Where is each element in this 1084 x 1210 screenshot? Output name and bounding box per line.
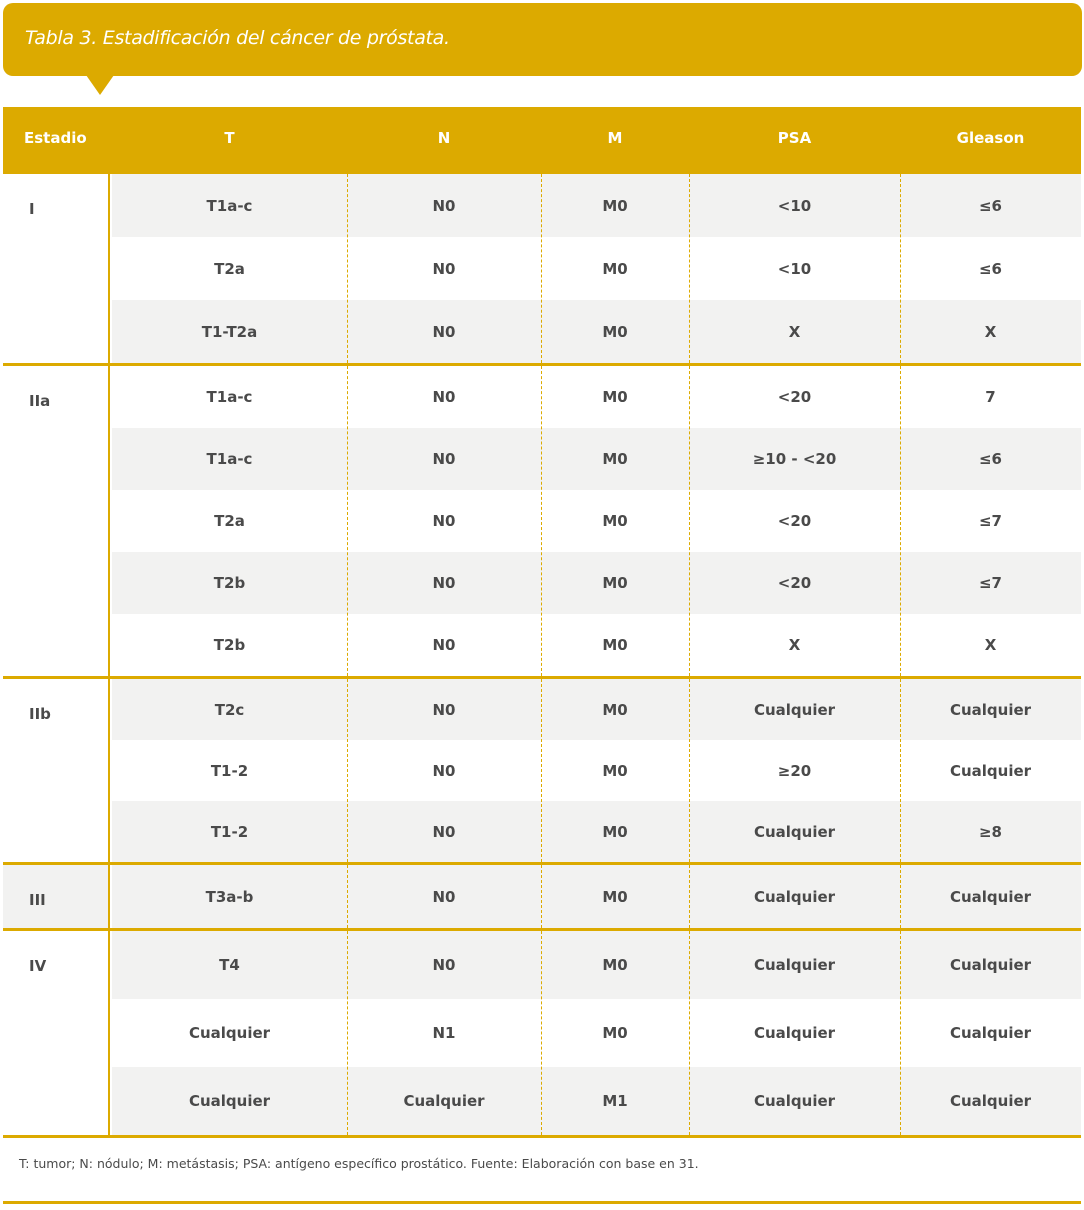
- table-cell-psa: Cualquier: [753, 700, 836, 719]
- stage-group: [3, 366, 1081, 679]
- table-cell-m: M0: [602, 322, 628, 341]
- table-cell-n: Cualquier: [403, 1092, 485, 1110]
- table-cell-gleason: ≤7: [978, 574, 1002, 592]
- table-cell-n: N0: [432, 822, 456, 841]
- table-row: [112, 366, 1081, 428]
- table-cell-t: T1a-c: [206, 450, 253, 468]
- column-divider: [900, 865, 901, 928]
- table-cell-gleason: Cualquier: [949, 887, 1032, 906]
- stage-label: IIa: [3, 366, 110, 676]
- table-cell-n: N0: [432, 761, 456, 780]
- column-divider: [689, 865, 690, 928]
- table-cell-psa: Cualquier: [753, 1092, 836, 1110]
- stage-label: IIb: [3, 679, 110, 862]
- table-cell-m: M0: [602, 700, 628, 719]
- table-row: [112, 931, 1081, 999]
- column-divider: [900, 679, 901, 862]
- column-divider: [900, 366, 901, 676]
- table-cell-psa: Cualquier: [753, 887, 836, 906]
- table-cell-psa: Cualquier: [753, 956, 836, 974]
- table-cell-n: N0: [432, 700, 456, 719]
- column-divider: [541, 174, 542, 363]
- column-header-estadio: Estadio: [24, 129, 87, 147]
- column-divider: [347, 865, 348, 928]
- table-title-bar: [3, 3, 1082, 76]
- table-cell-t: T1a-c: [206, 196, 253, 215]
- stage-group: [3, 865, 1081, 931]
- table-cell-t: T2b: [213, 636, 246, 654]
- table-cell-n: N0: [432, 887, 456, 906]
- table-row: [112, 237, 1081, 300]
- table-cell-m: M0: [602, 196, 628, 215]
- table-cell-gleason: ≤6: [978, 450, 1002, 468]
- table-cell-m: M0: [602, 512, 628, 530]
- column-divider: [541, 366, 542, 676]
- title-pointer: [86, 75, 114, 95]
- table-cell-psa: X: [788, 322, 801, 341]
- table-cell-psa: ≥10 - <20: [752, 450, 837, 468]
- table-cell-n: N0: [432, 450, 456, 468]
- stage-group: [3, 931, 1081, 1138]
- table-cell-t: T1-2: [210, 822, 249, 841]
- column-header-m: M: [607, 129, 623, 147]
- table-cell-m: M0: [602, 887, 628, 906]
- table-cell-gleason: X: [984, 322, 997, 341]
- table-cell-t: T2b: [213, 574, 246, 592]
- column-divider: [900, 174, 901, 363]
- table-cell-psa: ≥20: [777, 761, 812, 780]
- table-cell-m: M0: [602, 761, 628, 780]
- table-cell-n: N0: [432, 322, 456, 341]
- column-header-n: N: [437, 129, 451, 147]
- table-cell-t: T1a-c: [206, 388, 253, 406]
- stage-group: [3, 174, 1081, 366]
- table-cell-gleason: 7: [985, 388, 996, 406]
- table-cell-m: M0: [602, 1024, 628, 1042]
- stage-label: III: [3, 865, 110, 928]
- column-divider: [689, 174, 690, 363]
- table-cell-m: M0: [602, 636, 628, 654]
- table-row: [112, 865, 1081, 928]
- table-cell-psa: <20: [777, 388, 812, 406]
- table-cell-n: N0: [432, 259, 456, 278]
- table-row: [112, 428, 1081, 490]
- column-divider: [347, 679, 348, 862]
- table-cell-t: T1-T2a: [201, 322, 258, 341]
- table-cell-m: M0: [602, 388, 628, 406]
- table-cell-m: M0: [602, 574, 628, 592]
- column-divider: [900, 931, 901, 1135]
- table-row: [112, 614, 1081, 676]
- table-cell-n: N0: [432, 196, 456, 215]
- table-cell-n: N0: [432, 388, 456, 406]
- table-cell-n: N0: [432, 636, 456, 654]
- table-cell-m: M0: [602, 822, 628, 841]
- table-row: [112, 801, 1081, 862]
- table-cell-psa: <20: [777, 574, 812, 592]
- table-cell-t: T4: [219, 956, 240, 974]
- table-footnote: T: tumor; N: nódulo; M: metástasis; PSA: antígeno específico prostático. Fuente: Elaboración con base en 31.: [3, 1134, 1081, 1204]
- table-cell-t: T2a: [214, 512, 245, 530]
- column-header-gleason: Gleason: [956, 129, 1025, 147]
- table-row: [112, 679, 1081, 740]
- table-cell-gleason: Cualquier: [949, 1024, 1032, 1042]
- table-cell-n: N1: [432, 1024, 456, 1042]
- table-cell-gleason: Cualquier: [949, 700, 1032, 719]
- table-header: [3, 107, 1081, 174]
- column-divider: [347, 174, 348, 363]
- table-cell-t: Cualquier: [188, 1024, 271, 1042]
- table-cell-gleason: ≤7: [978, 512, 1002, 530]
- table-cell-t: T1-2: [210, 761, 249, 780]
- table-row: [112, 999, 1081, 1067]
- column-divider: [689, 366, 690, 676]
- stage-label: I: [3, 174, 110, 363]
- table-cell-gleason: ≤6: [978, 259, 1002, 278]
- table-cell-psa: <10: [777, 196, 812, 215]
- table-cell-t: Cualquier: [188, 1092, 271, 1110]
- column-divider: [541, 679, 542, 862]
- table-cell-t: T2a: [214, 259, 245, 278]
- table-cell-gleason: Cualquier: [949, 1092, 1032, 1110]
- table-cell-psa: <10: [777, 259, 812, 278]
- table-cell-gleason: ≥8: [978, 822, 1002, 841]
- column-divider: [541, 931, 542, 1135]
- table-body: [3, 174, 1081, 1138]
- table-cell-psa: Cualquier: [753, 1024, 836, 1042]
- stage-label: IV: [3, 931, 110, 1135]
- table-row: [112, 1067, 1081, 1135]
- table-cell-gleason: X: [984, 636, 997, 654]
- table-cell-m: M0: [602, 450, 628, 468]
- column-header-psa: PSA: [777, 129, 812, 147]
- table-cell-t: T3a-b: [205, 887, 254, 906]
- table-cell-gleason: Cualquier: [949, 761, 1032, 780]
- column-divider: [347, 366, 348, 676]
- column-header-t: T: [224, 129, 235, 147]
- table-row: [112, 552, 1081, 614]
- table-cell-m: M1: [602, 1092, 628, 1110]
- table-row: [112, 174, 1081, 237]
- table-cell-n: N0: [432, 574, 456, 592]
- table-row: [112, 300, 1081, 363]
- column-divider: [347, 931, 348, 1135]
- table-title: Tabla 3. Estadificación del cáncer de próstata.: [25, 27, 450, 49]
- table-cell-psa: X: [788, 636, 801, 654]
- table-cell-gleason: ≤6: [978, 196, 1002, 215]
- table-cell-psa: Cualquier: [753, 822, 836, 841]
- table-row: [112, 490, 1081, 552]
- table-cell-psa: <20: [777, 512, 812, 530]
- table-cell-m: M0: [602, 956, 628, 974]
- table-cell-m: M0: [602, 259, 628, 278]
- table-cell-gleason: Cualquier: [949, 956, 1032, 974]
- column-divider: [689, 931, 690, 1135]
- table-cell-t: T2c: [214, 700, 245, 719]
- column-divider: [541, 865, 542, 928]
- table-row: [112, 740, 1081, 801]
- table-cell-n: N0: [432, 956, 456, 974]
- table-cell-n: N0: [432, 512, 456, 530]
- stage-group: [3, 679, 1081, 865]
- staging-table: [3, 107, 1081, 1138]
- column-divider: [689, 679, 690, 862]
